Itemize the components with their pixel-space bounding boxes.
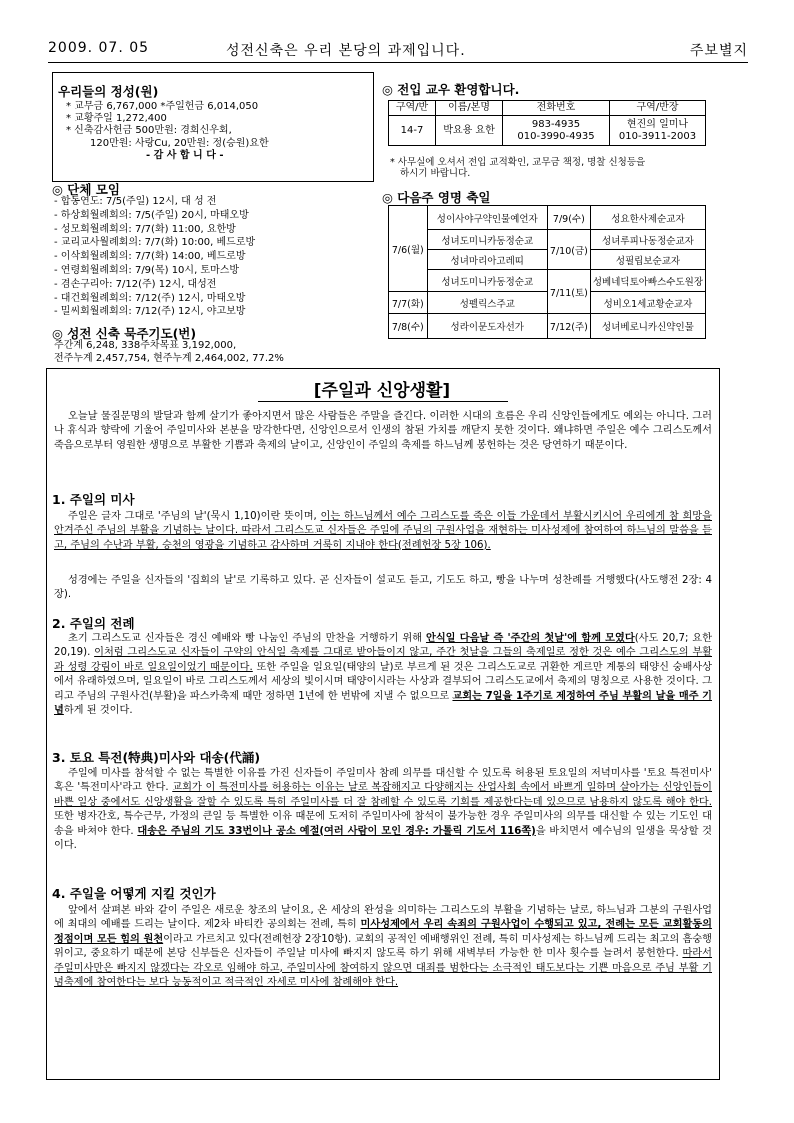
list-item: - 이삭회월례회의: 7/7(화) 14:00, 베드로방 bbox=[54, 251, 246, 263]
table-row bbox=[389, 116, 706, 146]
rosary-lines bbox=[54, 339, 284, 365]
table-row bbox=[389, 270, 706, 292]
section-4-title: 4. 주일을 어떻게 지킬 것인가 bbox=[52, 886, 216, 901]
name-cell: 성베네딕토아빠스수도원장 bbox=[590, 270, 705, 292]
name-cell: 성이사야구약인물예언자 bbox=[427, 206, 547, 230]
emphasis-text: 교회는 7일을 1주기로 제정하여 주님 부활의 날을 매주 기념 bbox=[54, 690, 712, 717]
emphasis-text: 미사성제에서 우리 속죄의 구원사업이 수행되고 있고, 전례는 모든 교회활동의 정점이며 모든 힘의 원천 bbox=[54, 919, 712, 945]
groups-list bbox=[54, 195, 255, 319]
list-item: - 밀씨회월례회의: 7/12(주) 12시, 야고보방 bbox=[54, 306, 246, 318]
table-row bbox=[389, 206, 706, 230]
name-cell: 성펠릭스주교 bbox=[427, 292, 547, 314]
date-cell: 7/11(토) bbox=[547, 270, 590, 314]
list-item: - 성모회월례회의: 7/7(화) 11:00, 요한방 bbox=[54, 223, 236, 235]
note-line: * 사무실에 오셔서 전입 교적확인, 교무금 책정, 명찰 신청등을 bbox=[390, 157, 646, 168]
name-cell: 성녀베로니카신약인물 bbox=[590, 314, 705, 339]
table-header-cell: 전화번호 bbox=[503, 101, 610, 116]
intro-text: 오늘날 물질문명의 발달과 함께 살기가 좋아지면서 많은 사람들은 주말을 즐긴다. 이러한 시대의 흐름은 우리 신앙인들에게도 예외는 아니다. 그러나 휴식과 향락에 기울어 주일미사와 본분을 망각한다면, 신앙인으로서 인생의 참된 가치를 깨닫지 못한 것이다. 왜냐하면 주일은 예수 그리스도께서 죽음으로부터 영원한 생명으로 부활한 기쁨과 축제의 날이고, 신앙인이 주일의 축제를 하느님께 봉헌하는 것은 당연하기 때문이다. bbox=[54, 411, 712, 451]
name-cell: 성비오1세교황순교자 bbox=[590, 292, 705, 314]
date-cell: 7/12(주) bbox=[547, 314, 590, 339]
text-run: 앞에서 살펴본 바와 같이 주일은 새로운 창조의 날이요, 온 세상의 완성을 의미하는 그리스도의 부활을 기념하는 날로, 하느님과 그분의 구원사업에 최대의 예배를 드리는 날이다. 제2차 바티칸 공의회는 전례, 특히 bbox=[54, 905, 712, 931]
section-1-para-2 bbox=[54, 574, 712, 603]
text-run: 을 바치면서 예수님의 일생을 묵상할 것이다. bbox=[54, 825, 712, 852]
header-divider bbox=[48, 62, 748, 63]
rosary-line: 전주누계 2,457,754, 현주누계 2,464,002, 77.2% bbox=[54, 353, 284, 364]
list-item: - 대건회월례회의: 7/12(주) 12시, 마태오방 bbox=[54, 292, 246, 304]
text-run: 이라고 가르치고 있다(전례헌장 2장10항). 교회의 공적인 예배행위인 전례, 특히 미사성제는 하느님께 드리는 최고의 흠숭행위이고, 중요하기 때문에 본당 신부들은 신자들이 주일날 미사에 빠지지 않도록 하기 위해 새벽부터 가능한 한 미사 횟수를 늘려서 봉헌한다. bbox=[54, 933, 712, 960]
list-item: - 합동연도: 7/5(주일) 12시, 대 성 전 bbox=[54, 196, 217, 207]
name-cell: 성녀도미니카동정순교 bbox=[427, 270, 547, 292]
page-header bbox=[48, 38, 748, 60]
header-label: 주보별지 bbox=[689, 43, 748, 59]
anniversary-title: ◎ 다음주 영명 축일 bbox=[382, 190, 491, 205]
name-cell: 성녀마리아고레띠 bbox=[427, 250, 547, 270]
table-row bbox=[389, 250, 706, 270]
section-4-para bbox=[54, 904, 712, 990]
article-intro bbox=[54, 410, 712, 453]
table-cell: 14-7 bbox=[389, 116, 436, 146]
header-date: 2009. 07. 05 bbox=[48, 40, 150, 56]
table-row bbox=[389, 314, 706, 339]
table-cell bbox=[503, 116, 610, 146]
table-cell bbox=[610, 116, 706, 146]
text-run: 성경에는 주일을 신자들의 '집회의 날'로 기록하고 있다. 곧 신자들이 설교도 듣고, 기도도 하고, 빵을 나누며 성찬례를 거행했다(사도행전 2장: 4장). bbox=[54, 575, 712, 601]
article-title: [주일과 신앙생활] bbox=[313, 381, 451, 401]
underlined-text: 이는 하느님께서 예수 그리스도를 죽은 이들 가운데서 부활시키시어 우리에게 참 희망을 안겨주신 주님의 부활을 기념하는 날이다. 따라서 그리스도교 신자들은 주일에 주님의 구원사업을 재현하는 미사성제에 참여하여 하느님의 말씀을 듣고, 주님의 수난과 부활, 승천의 영광을 기념하고 감사하며 거룩히 지내야 한다(전례헌장 5장 106). bbox=[54, 511, 712, 551]
anniversary-table bbox=[388, 205, 706, 339]
table-header-cell: 구역/반장 bbox=[610, 101, 706, 116]
date-cell: 7/7(화) bbox=[389, 292, 428, 314]
rosary-line: 주간계 6,248, 338주차목표 3,192,000, bbox=[54, 340, 237, 351]
emphasis-text: 대송은 주님의 기도 33번이나 공소 예절(여러 사람이 모인 경우: 가톨릭 기도서 116쪽) bbox=[137, 825, 536, 837]
underlined-text: 이처럼 그리스도교 신자들이 구약의 안식일 축제를 그대로 받아들이지 않고, 주간 첫날을 그들의 축제일로 정한 것은 예수 그리스도의 부활과 성령 강림이 바로 일요일이었기 때문이다. bbox=[54, 647, 712, 673]
list-item: - 교리교사월례회의: 7/7(화) 10:00, 베드로방 bbox=[54, 237, 256, 249]
text-run: 주일은 글자 그대로 '주님의 날'(묵시 1,10)이란 뜻이며, bbox=[68, 511, 321, 522]
table-header-cell: 이름/본명 bbox=[436, 101, 503, 116]
header-motto: 성전신축은 우리 본당의 과제입니다. bbox=[226, 43, 466, 59]
text-run: 하게 된 것이다. bbox=[63, 705, 133, 717]
offering-lines bbox=[66, 101, 269, 162]
section-1-para-1 bbox=[54, 510, 712, 553]
name-cell: 성녀루피나동정순교자 bbox=[590, 230, 705, 250]
table-row bbox=[389, 230, 706, 250]
section-3-title: 3. 토요 특전(特典)미사와 대송(代誦) bbox=[52, 750, 261, 765]
date-cell: 7/6(월) bbox=[389, 206, 428, 292]
offering-title: 우리들의 정성(원) bbox=[58, 84, 159, 99]
name-cell: 성녀도미니카동정순교 bbox=[427, 230, 547, 250]
transfer-table bbox=[388, 100, 706, 146]
transfer-title: ◎ 전입 교우 환영합니다. bbox=[382, 82, 520, 97]
section-3-para bbox=[54, 767, 712, 853]
note-line: 하시기 바랍니다. bbox=[400, 168, 471, 179]
groups-title: ◎ 단체 모임 bbox=[52, 182, 120, 197]
phone-line: 983-4935 bbox=[531, 118, 581, 130]
list-item: - 하상회월례회의: 7/5(주일) 20시, 마태오방 bbox=[54, 209, 249, 221]
text-run: 또한 병자간호, 특수근무, 가정의 큰일 등 특별한 이유 때문에 도저히 주일미사에 참석이 불가능한 경우 주일미사의 의무를 대신할 수 있는 기도인 대송을 바쳐야 한다. bbox=[54, 811, 712, 837]
underlined-text: 교회가 이 특전미사를 허용하는 이유는 날로 복잡해지고 다양해지는 산업사회 속에서 바쁘게 일하며 살아가는 신앙인들이 바쁜 일상 중에서도 신앙생활을 잘할 수 있도록 특히 주일미사를 더 잘 참례할 수 있도록 기회를 제공한다는데 있으므로 남용하지 않도록 해야 한다. bbox=[54, 782, 713, 808]
text-run: (사도 20,7; 요한 20,19). bbox=[54, 633, 712, 659]
list-item: - 겸손구리아: 7/12(주) 12시, 대성전 bbox=[54, 278, 217, 290]
offering-line: * 신축감사헌금 500만원: 경희신우회, bbox=[66, 125, 232, 137]
section-2-para bbox=[54, 632, 712, 718]
text-run: 또한 주일을 일요일(태양의 날)로 부르게 된 것은 그리스도교로 귀환한 게르만 계통의 태양신 숭배사상에서 유래하였으며, 일요일이 바로 그리스도께서 세상의 빛이시며 태양이시라는 사상과 결부되어 그리스도교에서 축제의 명칭으로 사용한 것이다. 그리고 주님의 구원사건(부활)을 파스카축제 때만 정하면 1년에 한 번밖에 지낼 수 없으므로 bbox=[54, 661, 712, 702]
transfer-note bbox=[390, 157, 645, 179]
date-cell: 7/10(금) bbox=[547, 230, 590, 270]
section-2-title: 2. 주일의 전례 bbox=[52, 616, 135, 631]
phone-line: 010-3990-4935 bbox=[517, 130, 595, 142]
name-cell: 성요한사제순교자 bbox=[590, 206, 705, 230]
text-run: 초기 그리스도교 신자들은 경신 예배와 빵 나눔인 주님의 만찬을 거행하기 위해 bbox=[68, 633, 426, 644]
table-header-row bbox=[389, 101, 706, 116]
list-item: - 연령회월례회의: 7/9(목) 10시, 토마스방 bbox=[54, 264, 240, 276]
offering-line: 120만원: 사랑Cu, 20만원: 정(승원)요한 bbox=[90, 137, 269, 149]
table-header-cell: 구역/반 bbox=[389, 101, 436, 116]
title-underline bbox=[258, 401, 508, 402]
offering-line: * 교황주일 1,272,400 bbox=[66, 113, 167, 125]
leader-line: 현진의 일미나 bbox=[626, 118, 689, 130]
underlined-text: 따라서 주일미사만은 빠지지 않겠다는 각오로 임해야 하고, 주일미사에 참여하지 않으면 대죄를 범한다는 소극적인 태도보다는 기쁜 마음으로 주님 부활 기념축제에 참여한다는 보다 능동적이고 적극적인 자세로 미사에 참례해야 한다. bbox=[54, 948, 712, 989]
leader-line: 010-3911-2003 bbox=[618, 130, 697, 142]
name-cell: 성라이문도자선가 bbox=[427, 314, 547, 339]
emphasis-text: 안식일 다음날 즉 '주간의 첫날'에 함께 모였다 bbox=[425, 633, 635, 644]
offering-line: * 교무금 6,767,000 *주일헌금 6,014,050 bbox=[66, 101, 259, 112]
section-1-title: 1. 주일의 미사 bbox=[52, 492, 135, 507]
table-row bbox=[389, 292, 706, 314]
text-run: 주일에 미사를 참석할 수 없는 특별한 이유를 가진 신자들이 주일미사 참례 의무를 대신할 수 있도록 허용된 토요일의 저녁미사를 '토요 특전미사' 혹은 '특전미사'라고 한다. bbox=[54, 768, 712, 794]
date-cell: 7/8(수) bbox=[389, 314, 428, 339]
table-cell: 박요용 요한 bbox=[436, 116, 503, 146]
name-cell: 성필립보순교자 bbox=[590, 250, 705, 270]
offering-thanks: - 감 사 합 니 다 - bbox=[146, 149, 224, 161]
rosary-title: ◎ 성전 신축 묵주기도(번) bbox=[52, 326, 197, 341]
date-cell: 7/9(수) bbox=[547, 206, 590, 230]
